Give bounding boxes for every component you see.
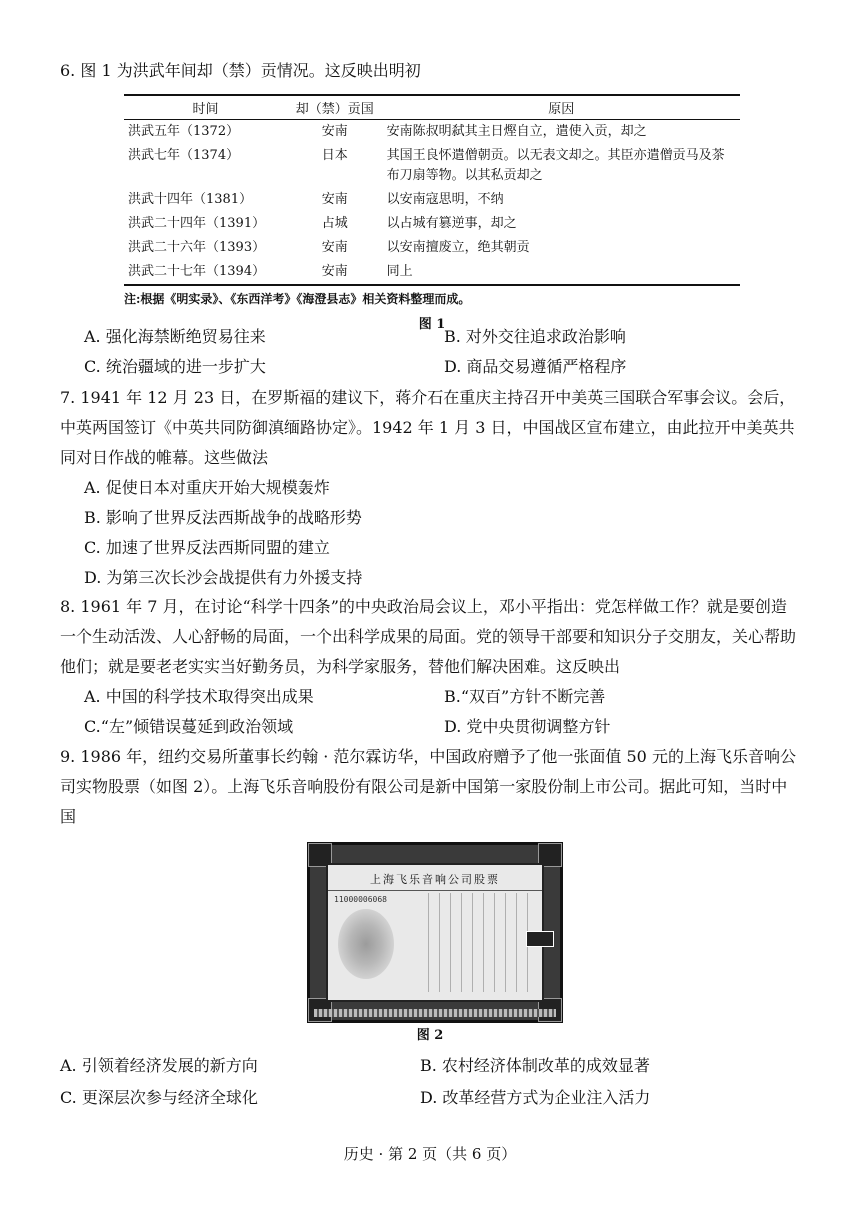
question-8 [60,592,800,742]
table-row [124,120,740,145]
q7-option-a[interactable]: A. 促使日本对重庆开始大规模轰炸 [84,478,330,497]
cell-time: 洪武七年（1374） [128,148,240,163]
cell-country: 安南 [321,192,348,207]
figure-1-caption: 图 1 [418,317,446,332]
question-9-stem: 9. 1986 年，纽约交易所董事长约翰 · 范尔霖访华，中国政府赠予了他一张面值 50 元的上海飞乐音响公司实物股票（如图 2）。上海飞乐音响股份有限公司是新中国第一家股份制上市公司。据此可知，当时中国 [60,747,796,826]
q7-option-b[interactable]: B. 影响了世界反法西斯战争的战略形势 [84,508,362,527]
question-9 [60,742,800,832]
cell-reason: 以安南擅废立，绝其朝贡 [386,240,530,255]
cell-reason: 同上 [383,260,740,285]
question-9-options [60,1050,780,1114]
stock-certificate-number: 11000006068 [334,895,387,904]
cell-time: 洪武二十六年（1393） [128,240,266,255]
question-6-stem: 6. 图 1 为洪武年间却（禁）贡情况。这反映出明初 [60,61,421,80]
q7-option-d[interactable]: D. 为第三次长沙会战提供有力外援支持 [84,568,363,587]
seal-watermark-icon [338,909,394,979]
question-8-options [60,682,800,742]
tribute-table [124,94,740,286]
stock-certificate-border-strip [314,1009,556,1017]
q9-option-b[interactable]: B. 农村经济体制改革的成效显著 [420,1056,650,1075]
question-7-stem: 7. 1941 年 12 月 23 日，在罗斯福的建议下，蒋介石在重庆主持召开中美英三国联合军事会议。会后，中英两国签订《中英共同防御滇缅路协定》。1942 年 1 月 3 日，中国战区宣布建立，由此拉开中美英共同对日作战的帷幕。这些做法 [60,388,796,467]
q8-option-a[interactable]: A. 中国的科学技术取得突出成果 [84,687,314,706]
table-row [124,236,740,260]
stock-certificate-image [307,842,563,1023]
cell-reason: 其国王良怀遣僧朝贡。以无表文却之。其臣亦遣僧贡马及茶布刀扇等物。以其私贡却之 [386,148,725,183]
q8-option-d[interactable]: D. 党中央贯彻调整方针 [444,717,611,736]
cell-country: 安南 [321,240,348,255]
question-8-stem: 8. 1961 年 7 月，在讨论“科学十四条”的中央政治局会议上，邓小平指出：党怎样做工作？就是要创造一个生动活泼、人心舒畅的局面，一个出科学成果的局面。党的领导干部要和知识分子交朋友，关心帮助他们；就是要老老实实当好勤务员，为科学家服务，替他们解决困难。这反映出 [60,597,797,676]
question-6-options [84,322,804,382]
header-reason: 原因 [383,95,740,120]
cell-country: 占城 [321,216,348,231]
stock-certificate-text-columns [418,893,536,992]
q8-option-b[interactable]: B.“双百”方针不断完善 [444,687,606,706]
cell-time: 洪武二十四年（1391） [128,216,266,231]
cell-country: 日本 [321,148,348,163]
figure-2-caption: 图 2 [416,1028,444,1043]
table-row [124,144,740,188]
page-footer: 历史 · 第 2 页（共 6 页） [343,1145,517,1163]
q6-option-c[interactable]: C. 统治疆域的进一步扩大 [84,357,266,376]
q6-option-b[interactable]: B. 对外交往追求政治影响 [444,327,626,346]
tribute-table-block [124,94,740,332]
table-row [124,260,740,285]
cell-reason: 安南陈叔明弑其主日熞自立，遣使入贡，却之 [386,124,647,139]
table-row [124,188,740,212]
q9-option-c[interactable]: C. 更深层次参与经济全球化 [60,1088,258,1107]
cell-time: 洪武十四年（1381） [128,192,253,207]
question-7 [60,383,800,593]
cell-time: 洪武二十七年（1394） [124,260,287,285]
cell-time: 洪武五年（1372） [128,124,240,139]
header-country: 却（禁）贡国 [287,95,383,120]
table-header-row [124,95,740,120]
cell-reason: 以占城有篡逆事，却之 [386,216,517,231]
denomination-badge [526,931,554,947]
q9-option-a[interactable]: A. 引领着经济发展的新方向 [60,1056,258,1075]
header-time: 时间 [124,95,287,120]
q7-option-c[interactable]: C. 加速了世界反法西斯同盟的建立 [84,538,330,557]
q8-option-c[interactable]: C.“左”倾错误蔓延到政治领域 [84,717,294,736]
cell-reason: 以安南寇思明，不纳 [386,192,504,207]
table-row [124,212,740,236]
stock-certificate-title: 上海飞乐音响公司股票 [328,871,542,891]
q9-option-d[interactable]: D. 改革经营方式为企业注入活力 [420,1088,651,1107]
cell-country: 安南 [321,124,348,139]
table-note: 注:根据《明实录》、《东西洋考》《海澄县志》相关资料整理而成。 [124,292,471,306]
question-7-options [60,473,800,593]
stock-certificate-body [326,863,544,1002]
question-6 [60,56,820,86]
q6-option-a[interactable]: A. 强化海禁断绝贸易往来 [84,327,266,346]
q6-option-d[interactable]: D. 商品交易遵循严格程序 [444,357,627,376]
cell-country: 安南 [287,260,383,285]
